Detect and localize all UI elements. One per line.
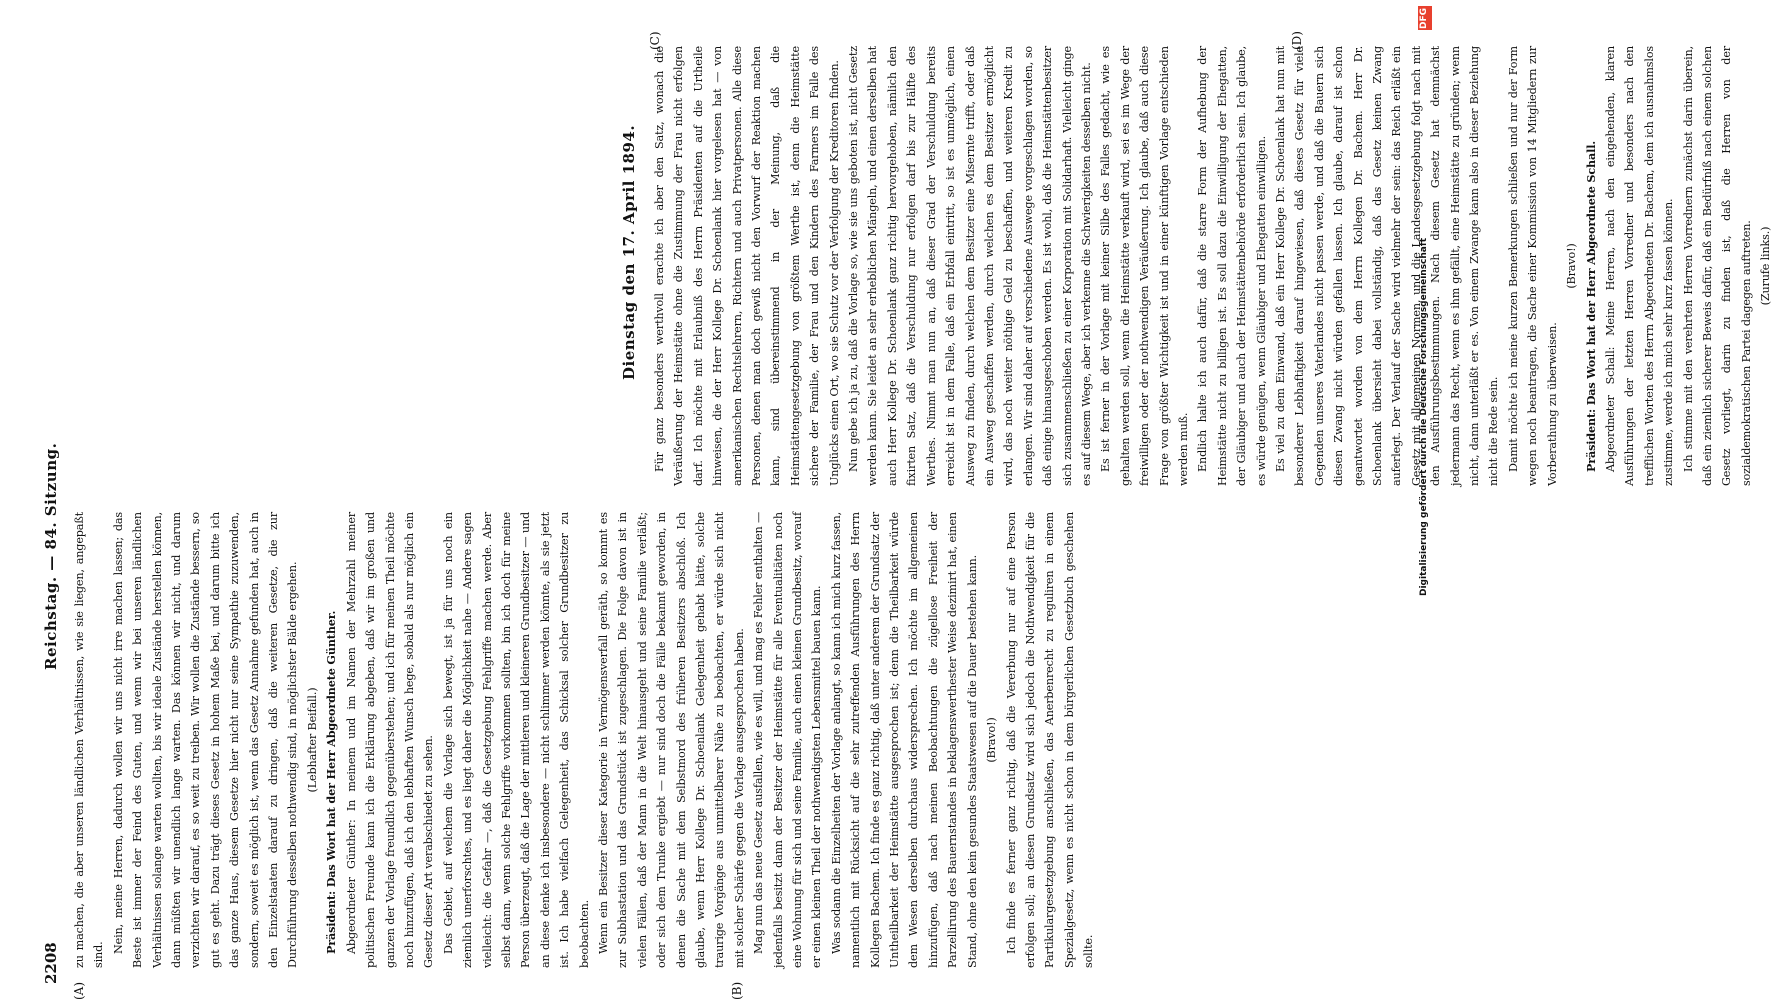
paragraph: Es ist ferner in der Vorlage mit keiner Silbe des Falles gedacht, wie es gehalten werden soll, wenn die Heimstätte verkauft wird, sei es im Wege der freiwilligen oder der nothwendigen Veräußerung. Ich glaube, daß auch diese Frage von größter Wichtigkeit ist und in einer künftigen Vorlage entschieden werden muß. bbox=[1099, 46, 1190, 486]
margin-marker-c: (C) bbox=[648, 31, 662, 50]
dfg-credit bbox=[1418, 0, 1432, 1000]
margin-marker-a: (A) bbox=[72, 981, 86, 1000]
dfg-credit-text: Digitalisierung gefördert durch die Deutsche Forschungsgemeinschaft bbox=[1419, 237, 1429, 596]
paragraph: Abgeordneter Schall: Meine Herren, nach den eingehenden, klaren Ausführungen der letzten Herren Vorredner und besonders nach den trefflichen Worten des Herrn Abgeordneten Dr. Bachem, dem ich ausnahmslos zustimme, werde ich mich sehr kurz fassen können. bbox=[1603, 46, 1676, 486]
paragraph: Für ganz besonders werthvoll erachte ich aber den Satz, wonach die Veräußerung der Heimstätte ohne die Zustimmung der Frau nicht erfolgen darf. Ich möchte mit Erlaubniß des Herrn Präsidenten auf die Urtheile hinweisen, die der Herr Kollege Dr. Schoenlank hier vorgelesen hat — von amerikanischen Rechtslehrern, Richtern und auch Privatpersonen. Alle diese Personen, denen man doch gewiß nicht den Vorwurf der Reaktion machen kann, sind übereinstimmend in der Meinung, daß die Heimstättengesetzgebung von größtem Werthe ist, denn die Heimstätte sichere der Familie, der Frau und den Kindern des Farmers im Falle des Unglücks einen Ort, wo sie Schutz vor der Verfolgung der Kreditoren finden. bbox=[653, 46, 841, 486]
paragraph: Abgeordneter Günther: In meinem und im Namen der Mehrzahl meiner politischen Freunde kann ich die Erklärung abgeben, daß wir im großen und ganzen der Vorlage freundlich gegenüberstehen; und ich für meinen Theil möchte noch hinzufügen, daß ich den lebhaften Wunsch hege, sobald als nur möglich ein Gesetz dieser Art verabschiedet zu sehen. bbox=[344, 512, 436, 968]
paragraph: Damit möchte ich meine kurzen Bemerkungen schließen und nur der Form wegen noch beantragen, die Sache einer Kommission von 14 Mitgliedern zur Vorberathung zu überweisen. bbox=[1506, 46, 1559, 486]
paragraph: Mag nun das neue Gesetz ausfallen, wie es will, und mag es Fehler enthalten — jedenfalls besitzt dann der Besitzer der Heimstätte für alle Eventualitäten noch eine Wohnung für sich und seine Familie, auch einen kleinen Grundbesitz, worauf er einen kleinen Theil der nothwendigsten Lebensmittel bauen kann. bbox=[752, 512, 824, 968]
applause-note: (Lebhafter Beifall.) bbox=[305, 687, 319, 793]
paragraph: Das Gebiet, auf welchem die Vorlage sich bewegt, ist ja für uns noch ein ziemlich unerforschtes, und es liegt daher die Möglichkeit nahe — Andere sagen vielleicht: die Gefahr —, daß die Gesetzgebung Fehlgriffe machen werde. Aber selbst dann, wenn solche Fehlgriffe vorkommen sollten, bin ich doch für meine Person überzeugt, daß die Lage der mittleren und kleineren Grundbesitzer — und an diese denke ich insbesondere — nicht schlimmer werden könnte, als sie jetzt ist. Ich habe vielfach Gelegenheit, das Schicksal solcher Grundbesitzer zu beobachten. bbox=[441, 512, 591, 968]
interjection-note: (Zurufe links.) bbox=[1759, 226, 1773, 306]
applause-note: (Bravo!) bbox=[1565, 243, 1579, 289]
paragraph: Nun gebe ich ja zu, daß die Vorlage so, wie sie uns geboten ist, nicht Gesetz werden kann. Sie leidet an sehr erheblichen Mängeln, und einen derselben hat auch Herr Kollege Dr. Schoenlank ganz richtig hervorgehoben, nämlich den fixirten Satz, daß die Verschuldung nur erfolgen darf bis zur Hälfte des Werthes. Nimmt man nun an, daß dieser Grad der Verschuldung bereits erreicht ist in dem Falle, daß ein Erbfall eintritt, so ist es unmöglich, einen Ausweg zu finden, durch welchen dem Besitzer eine Misernte trifft, oder daß ein Ausweg geschaffen werden, durch welchen es dem Besitzer ermöglicht wird, das noch weiter nöthige Geld zu beschaffen, und weiteren Kredit zu erlangen. Wir sind daher auf verschiedene Auswege vorgeschlagen worden, so daß einige hinausgeschoben werden. Es ist wohl, daß die Heimstättenbesitzer sich zusammenschließen zu einer Korporation mit Solidarhaft. Vielleicht ginge es auf diesem Wege, aber ich verkenne die Schwierigkeiten desselben nicht. bbox=[847, 46, 1093, 486]
right-running-title: Dienstag den 17. April 1894. bbox=[620, 124, 638, 380]
president-statement: Präsident: Das Wort hat der Herr Abgeordnete Schall. bbox=[1583, 140, 1598, 472]
paragraph: Es viel zu dem Einwand, daß ein Herr Kollege Dr. Schoenlank hat nun mit besonderer Lebhaftigkeit darauf hingewiesen, daß dieses Gesetz für viele Gegenden unseres Vaterlandes nicht passen werde, und daß die Bauern sich diesen Zwang nicht würden gefallen lassen. Ich glaube, darauf ist schon geantwortet worden von dem Herrn Kollegen Dr. Bachem. Herr Dr. Schoenlank übersieht dabei vollständig, daß das Gesetz keinen Zwang auferlegt. Der Verlauf der Sache wird vielmehr der sein: das Reich erläßt ein Gesetz mit allgemeinen Normen, und die Landesgesetzgebung folgt nach mit den Ausführungsbestimmungen. Nach diesem Gesetz hat demnächst jedermann das Recht, wenn es ihm gefällt, eine Heimstätte zu gründen; wenn nicht, dann unterläßt er es. Von einem Zwange kann also in dieser Beziehung nicht die Rede sein. bbox=[1274, 46, 1501, 486]
margin-marker-d: (D) bbox=[1290, 31, 1304, 50]
president-statement: Präsident: Das Wort hat der Herr Abgeordnete Günther. bbox=[324, 610, 339, 954]
paragraph: Ich finde es ferner ganz richtig, daß die Vererbung nur auf eine Person erfolgen soll; an diesen Grundsatz wird sich jedoch die Nothwendigkeit für die Partikulargesetzgebung anschließen, das Anerbenrecht zu reguliren in einem Spezialgesetz, wenn es nicht schon in dem bürgerlichen Gesetzbuch geschehen sollte. bbox=[1004, 512, 1096, 968]
paragraph: Was sodann die Einzelheiten der Vorlage anlangt, so kann ich mich kurz fassen, namentlich mit Rücksicht auf die sehr zutreffenden Ausführungen des Herrn Kollegen Bachem. Ich finde es ganz richtig, daß unter anderem der Grundsatz der Untheilbarkeit der Heimstätte ausgesprochen ist; denn die Theilbarkeit würde dem Wesen derselben durchaus widersprechen. Ich möchte im allgemeinen hinzufügen, daß nach meinen Beobachtungen die zügellose Freiheit der Parzellirung des Bauernstandes in beklagenswerthester Weise dezimirt hat, einen Stand, ohne den kein gesundes Staatswesen auf die Dauer bestehen kann. bbox=[829, 512, 979, 968]
left-running-title: Reichstag. — 84. Sitzung. bbox=[42, 442, 60, 670]
margin-marker-b: (B) bbox=[730, 981, 744, 1000]
dfg-logo: DFG bbox=[1418, 6, 1432, 30]
applause-note: (Bravo!) bbox=[985, 717, 999, 763]
paragraph: zu machen, die aber unseren ländlichen Verhältnissen, wie sie liegen, angepaßt sind. bbox=[73, 512, 106, 968]
paragraph: Ich stimme mit den verehrten Herren Vorrednern zunächst darin überein, daß ein ziemlich sicherer Beweis dafür, daß ein Bedürfniß nach einem solchen Gesetz vorliegt, darin zu finden ist, daß die Herren von der sozialdemokratischen Partei dagegen auftreten. bbox=[1681, 46, 1753, 486]
page-number: 2208 bbox=[42, 942, 60, 984]
paragraph: Endlich halte ich auch dafür, daß die starre Form der Aufhebung der Heimstätte nicht zu billigen ist. Es soll dazu die Einwilligung der Ehegatten, der Gläubiger und auch der Heimstättenbehörde erforderlich sein. Ich glaube, es würde genügen, wenn Gläubiger und Ehegatten einwilligen. bbox=[1196, 46, 1268, 486]
left-column bbox=[70, 512, 1096, 968]
paragraph: Wenn ein Besitzer dieser Kategorie in Vermögensverfall geräth, so kommt es zur Subhastation und das Grundstück ist zugeschlagen. Die Folge davon ist in vielen Fällen, daß der Mann in die Welt hinausgeht und seine Familie verläßt; oder sich dem Trunke ergiebt — nur sind doch die Fälle bekannt geworden, in denen die Sache mit dem Selbstmord des früheren Besitzers abschloß. Ich glaube, wenn Herr Kollege Dr. Schoenlank Gelegenheit gehabt hätte, solche traurige Vorgänge aus unmittelbarer Nähe zu beobachten, er würde sich nicht mit solcher Schärfe gegen die Vorlage ausgesprochen haben. bbox=[596, 512, 746, 968]
paragraph: Nein, meine Herren, dadurch wollen wir uns nicht irre machen lassen; das Beste ist immer der Feind des Guten, und wenn wir bei unseren ländlichen Verhältnissen solange warten wollten, bis wir ideale Zustände herstellen können, dann müßten wir unendlich lange warten. Das können wir nicht, und darum verzichten wir darauf, es so weit zu treiben. Wir wollen die Zustände bessern, so gut es geht. Dazu trägt dieses Gesetz in hohem Maße bei, und darum bitte ich das ganze Haus, diesem Gesetze hier nicht nur seine Sympathie zuzuwenden, sondern, soweit es möglich ist, wenn das Gesetz Annahme gefunden hat, auch in den Einzelstaaten darauf zu dringen, daß die weiteren Gesetze, die zur Durchführung desselben nothwendig sind, in möglichster Bälde ergehen. bbox=[111, 512, 300, 968]
